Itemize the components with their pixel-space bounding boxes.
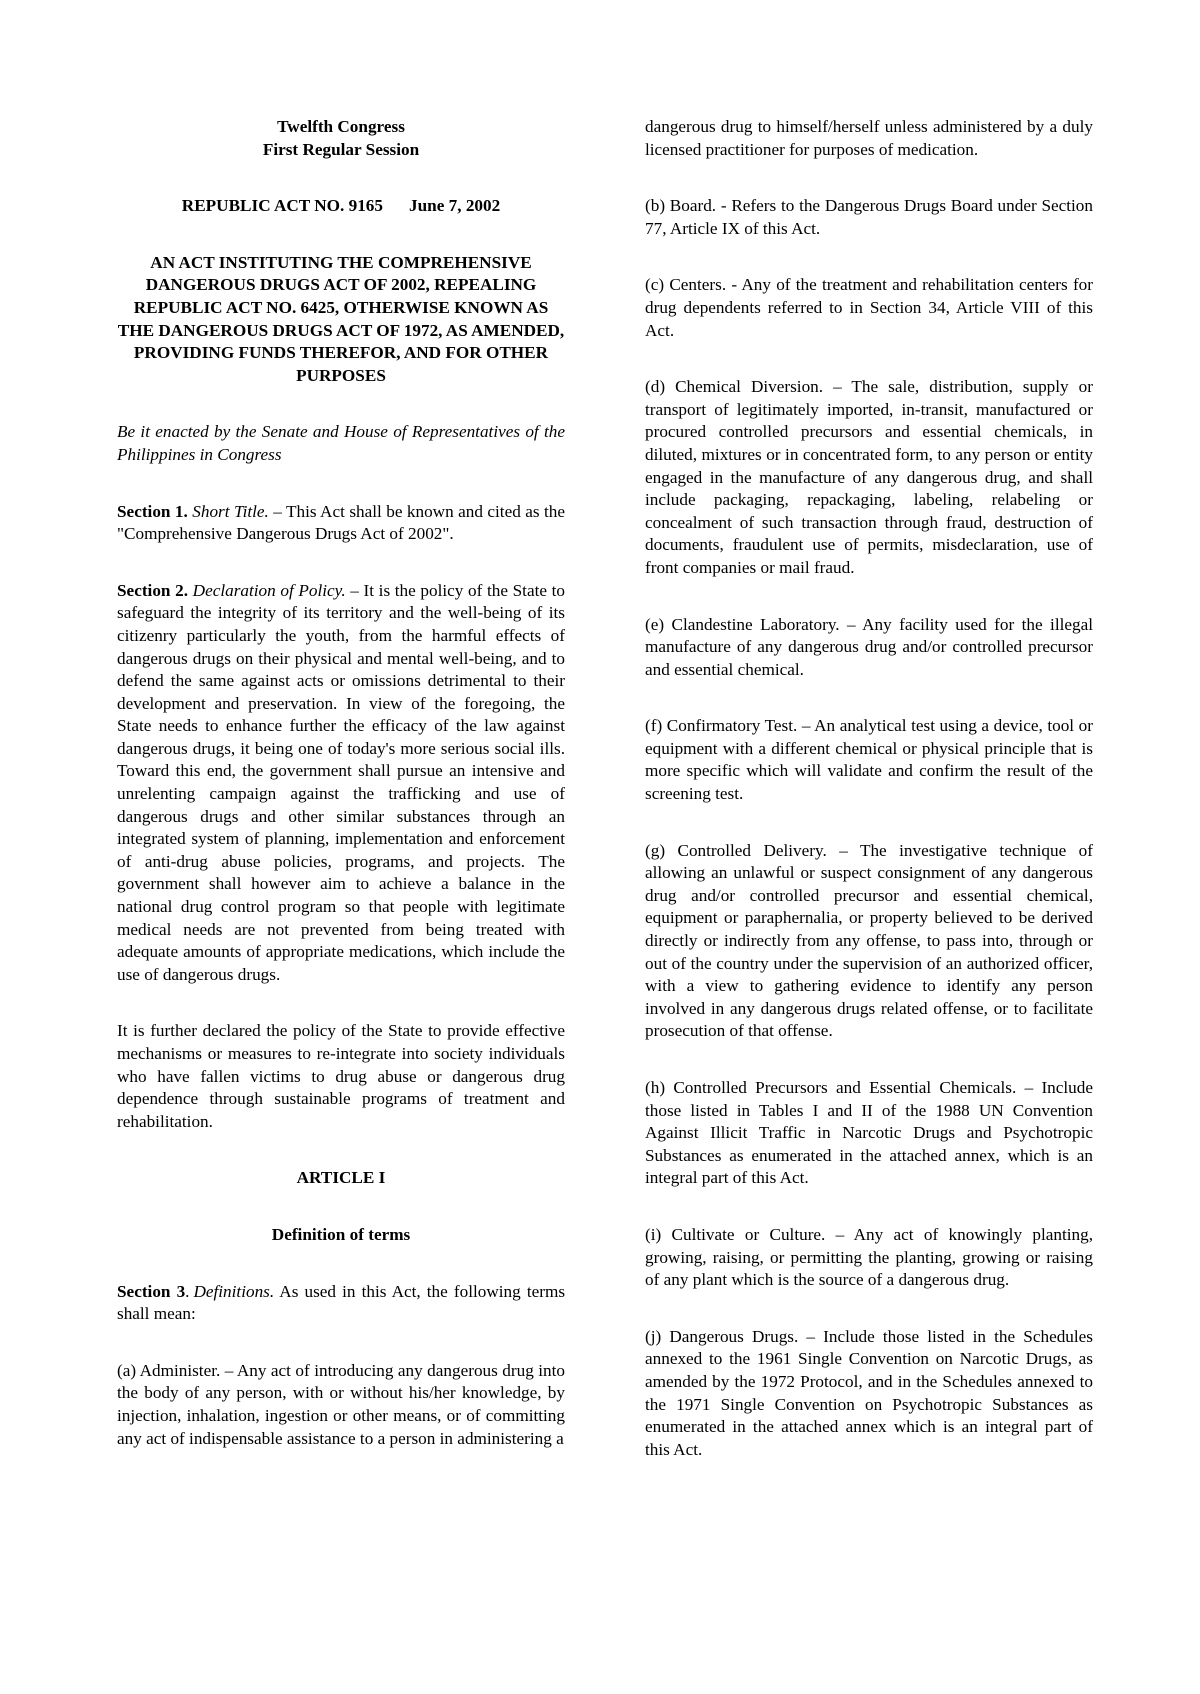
definition-j: (j) Dangerous Drugs. – Include those listed in the Schedules annexed to the 1961 Single Convention on Narcotic Drugs, as amended by the 1972 Protocol, and in the Schedules annexed to the 1971 Single Convention on Psychotropic Substances as enumerated in the attached annex which is an integral part of this Act. bbox=[645, 1326, 1093, 1459]
congress-name: Twelfth Congress bbox=[277, 117, 405, 136]
definition-g: (g) Controlled Delivery. – The investigative technique of allowing an unlawful or suspect consignment of any dangerous drug and/or controlled precursor and essential chemical, equipment or paraphernalia, or property believed to be derived directly or indirectly from any offense, to pass into, through or out of the country under the supervision of an authorized officer, with a view to gathering evidence to identify any person involved in any dangerous drugs related offense, or to facilitate prosecution of that offense. bbox=[645, 840, 1093, 1041]
section-2-title: Declaration of Policy. bbox=[192, 580, 346, 600]
definition-i: (i) Cultivate or Culture. – Any act of knowingly planting, growing, raising, or permitting the planting, growing or raising of any plant which is the source of a dangerous drug. bbox=[645, 1224, 1093, 1290]
section-1 bbox=[117, 501, 565, 546]
section-3-title: Definitions. bbox=[193, 1281, 275, 1301]
congress-header bbox=[117, 116, 565, 161]
session-name: First Regular Session bbox=[262, 139, 420, 159]
section-2 bbox=[117, 580, 565, 987]
act-title: AN ACT INSTITUTING THE COMPREHENSIVE DANGEROUS DRUGS ACT OF 2002, REPEALING REPUBLIC ACT NO. 6425, OTHERWISE KNOWN AS THE DANGEROUS DRUGS ACT OF 1972, AS AMENDED, PROVIDING FUNDS THEREFOR, AND FOR OTHER PURPOSES bbox=[117, 252, 565, 385]
act-number-line bbox=[117, 195, 565, 218]
section-3: Section 3. Definitions. As used in this Act, the following terms shall mean: bbox=[117, 1281, 566, 1324]
section-1-label: Section 1. bbox=[117, 501, 188, 521]
section-2-label: Section 2. bbox=[117, 580, 189, 600]
definition-h: (h) Controlled Precursors and Essential Chemicals. – Include those listed in Tables I and II of the 1988 UN Convention Against Illicit Traffic in Narcotic Drugs and Psychotropic Substances as enumerated in the attached annex, which is an integral part of this Act. bbox=[645, 1078, 1093, 1188]
act-number: REPUBLIC ACT NO. 9165 bbox=[181, 196, 383, 216]
definition-a-continued: dangerous drug to himself/herself unless administered by a duly licensed practitioner for purposes of medication. bbox=[645, 117, 1093, 159]
definition-d: (d) Chemical Diversion. – The sale, distribution, supply or transport of legitimately imported, in-transit, manufactured or procured controlled precursors and essential chemicals, in diluted, mixtures or in concentrated form, to any person or entity engaged in the manufacture of any dangerous drug, and shall include packaging, repackaging, labeling, relabeling or concealment of such transaction through fraud, destruction of documents, fraudulent use of permits, misdeclaration, use of front companies or mail fraud. bbox=[645, 377, 1093, 577]
right-column bbox=[645, 116, 1093, 1495]
left-column bbox=[117, 116, 565, 1484]
section-1-text: – This Act shall be known and cited as the "Comprehensive Dangerous Drugs Act of 2002". bbox=[117, 501, 566, 544]
act-date: June 7, 2002 bbox=[409, 196, 501, 216]
enacting-clause: Be it enacted by the Senate and House of Representatives of the Philippines in Congress bbox=[117, 422, 565, 464]
definition-f: (f) Confirmatory Test. – An analytical test using a device, tool or equipment with a different chemical or physical principle that is more specific which will validate and confirm the result of the screening test. bbox=[645, 716, 1093, 804]
definition-b: (b) Board. - Refers to the Dangerous Drugs Board under Section 77, Article IX of this Act. bbox=[645, 196, 1093, 238]
section-3-text: As used in this Act, the following terms shall mean: bbox=[117, 1281, 566, 1324]
section-3-label: Section 3 bbox=[117, 1281, 186, 1301]
article-subheading: Definition of terms bbox=[271, 1224, 411, 1244]
section-2-text: – It is the policy of the State to safeguard the integrity of its territory and the well-being of its citizenry particularly the youth, from the harmful effects of dangerous drugs on their physical and mental well-being, and to defend the same against acts or omissions detrimental to their development and preservation. In view of the foregoing, the State needs to enhance further the efficacy of the law against dangerous drugs, it being one of today's more serious social ills. Toward this end, the government shall pursue an intensive and unrelenting campaign against the trafficking and use of dangerous drugs and other similar substances through an integrated system of planning, implementation and enforcement of anti-drug abuse policies, programs, and projects. The government shall however aim to achieve a balance in the national drug control program so that people with legitimate medical needs are not prevented from being treated with adequate amounts of appropriate medications, which include the use of dangerous drugs. bbox=[117, 580, 566, 984]
article-heading: ARTICLE I bbox=[296, 1168, 386, 1188]
definition-e: (e) Clandestine Laboratory. – Any facility used for the illegal manufacture of any dangerous drug and/or controlled precursor and essential chemical. bbox=[645, 614, 1093, 679]
definition-c: (c) Centers. - Any of the treatment and rehabilitation centers for drug dependents referred to in Section 34, Article VIII of this Act. bbox=[645, 275, 1093, 340]
definition-a: (a) Administer. – Any act of introducing any dangerous drug into the body of any person, with or without his/her knowledge, by injection, inhalation, ingestion or other means, or of committing any act of indispensable assistance to a person in administering a bbox=[117, 1360, 565, 1448]
section-2-paragraph-2: It is further declared the policy of the State to provide effective mechanisms or measures to re-integrate into society individuals who have fallen victims to drug abuse or dangerous drug dependence through sustainable programs of treatment and rehabilitation. bbox=[117, 1021, 565, 1131]
section-1-title: Short Title. bbox=[192, 501, 269, 521]
